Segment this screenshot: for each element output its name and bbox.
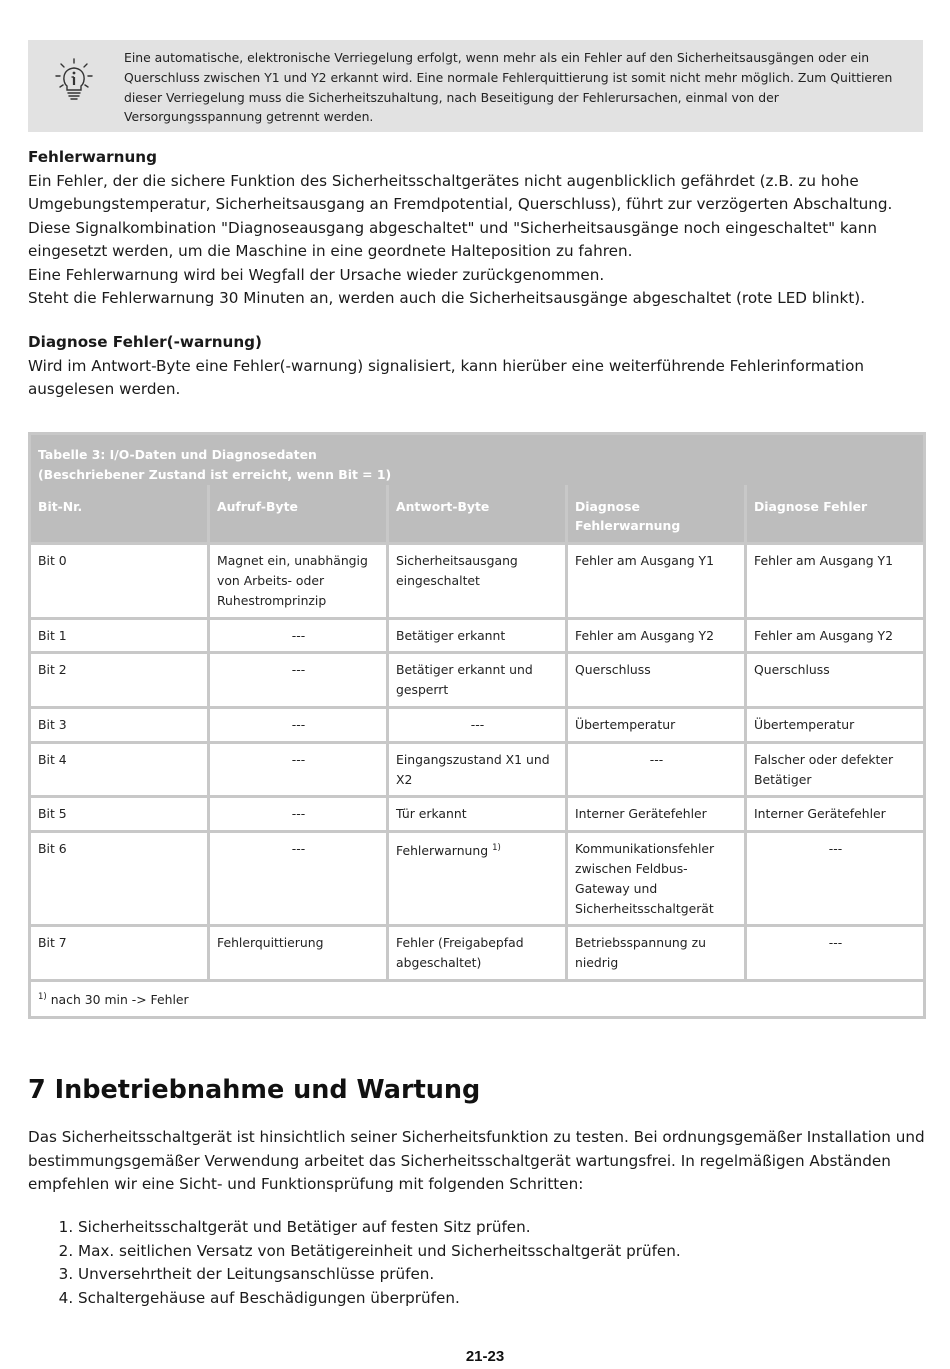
- table-row: [30, 707, 925, 742]
- table-cell: Magnet ein, unabhängig von Arbeits- oder Ruhestromprinzip: [209, 544, 388, 618]
- table-cell: Bit 5: [30, 797, 209, 832]
- table-cell: Eingangszustand X1 und X2: [388, 742, 567, 797]
- table-cell: Betätiger erkannt und gesperrt: [388, 653, 567, 708]
- table-footnote-row: [30, 980, 925, 1017]
- table-cell: Querschluss: [567, 653, 746, 708]
- maintenance-steps-list: [28, 1216, 938, 1310]
- table-cell: Fehler (Freigabepfad abgeschaltet): [388, 926, 567, 981]
- table-row: [30, 742, 925, 797]
- hint-text: Eine automatische, elektronische Verriegelung erfolgt, wenn mehr als ein Fehler auf den Sicherheitsausgängen oder ein Querschluss zwischen Y1 und Y2 erkannt wird. Eine normale Fehlerquittierung ist somit nicht mehr möglich. Zum Quittieren dieser Verriegelung muss die Sicherheitszuhaltung, nach Beseitigung der Fehlerursachen, einmal von der Versorgungsspannung getrennt werden.: [124, 50, 893, 125]
- table-caption-row: [30, 434, 925, 485]
- hint-box: [28, 40, 923, 132]
- section-heading: Fehlerwarnung: [28, 148, 157, 166]
- table-cell: Bit 3: [30, 707, 209, 742]
- table-cell: Falscher oder defekter Betätiger: [746, 742, 925, 797]
- paragraph: Steht die Fehlerwarnung 30 Minuten an, werden auch die Sicherheitsausgänge abgeschaltet (rote LED blinkt).: [28, 289, 866, 307]
- cell-text: Fehlerwarnung: [396, 843, 489, 859]
- table-caption: Tabelle 3: I/O-Daten und Diagnosedaten (Beschriebener Zustand ist erreicht, wenn Bit = 1): [30, 434, 925, 485]
- table-cell: Bit 2: [30, 653, 209, 708]
- table-cell: Bit 7: [30, 926, 209, 981]
- table-cell: ---: [209, 742, 388, 797]
- table-header-row: [30, 485, 925, 544]
- table-cell: Bit 0: [30, 544, 209, 618]
- table-row: [30, 832, 925, 926]
- paragraph: Eine Fehlerwarnung wird bei Wegfall der Ursache wieder zurückgenommen.: [28, 265, 605, 284]
- table-footnote: [30, 980, 925, 1017]
- table-cell: Tür erkannt: [388, 797, 567, 832]
- table-row: [30, 797, 925, 832]
- table-cell: ---: [746, 832, 925, 926]
- chapter-intro: [28, 1126, 928, 1197]
- table-row: [30, 544, 925, 618]
- table-cell: Interner Gerätefehler: [746, 797, 925, 832]
- table-cell: Übertemperatur: [567, 707, 746, 742]
- table-row: [30, 618, 925, 653]
- paragraph: Ein Fehler, der die sichere Funktion des Sicherheitsschaltgerätes nicht augenblicklich gefährdet (z.B. zu hohe Umgebungstemperatur, Sicherheitsausgang an Fremdpotential, Querschluss), führt zur verzögerten Abschaltung. Diese Signalkombination "Diagnoseausgang abgeschaltet" und "Sicherheitsausgänge noch eingeschaltet" kann eingesetzt werden, um die Maschine in eine geordnete Halteposition zu fahren.: [28, 171, 893, 260]
- table-cell: Bit 6: [30, 832, 209, 926]
- page-number: 21-23: [465, 1348, 505, 1365]
- table-cell: ---: [209, 707, 388, 742]
- table-cell: Kommunikationsfehler zwischen Feldbus-Gateway und Sicherheitsschaltgerät: [567, 832, 746, 926]
- section-heading: Diagnose Fehler(-warnung): [28, 333, 262, 351]
- table-cell: ---: [209, 653, 388, 708]
- table-cell: Fehlerquittierung: [209, 926, 388, 981]
- table-cell: Fehler am Ausgang Y1: [567, 544, 746, 618]
- column-header: Aufruf-Byte: [209, 485, 388, 544]
- table-cell: ---: [746, 926, 925, 981]
- table-cell: Bit 4: [30, 742, 209, 797]
- footnote-marker: 1): [38, 991, 47, 1002]
- section-diagnose: [28, 331, 928, 402]
- paragraph: Wird im Antwort-Byte eine Fehler(-warnung) signalisiert, kann hierüber eine weiterführende Fehlerinformation ausgelesen werden.: [28, 356, 864, 398]
- column-header: Antwort-Byte: [388, 485, 567, 544]
- table-row: [30, 926, 925, 981]
- paragraph: Das Sicherheitsschaltgerät ist hinsichtlich seiner Sicherheitsfunktion zu testen. Bei ordnungsgemäßer Installation und bestimmungsgemäßer Verwendung arbeitet das Sicherheitsschaltgerät wartungsfrei. In regelmäßigen Abständen empfehlen wir eine Sicht- und Funktionsprüfung mit folgenden Schritten:: [28, 1128, 925, 1193]
- list-item: 4. Schaltergehäuse auf Beschädigungen überprüfen.: [78, 1287, 938, 1311]
- table-cell: Bit 1: [30, 618, 209, 653]
- table-cell: Fehler am Ausgang Y2: [746, 618, 925, 653]
- footnote-text: nach 30 min -> Fehler: [50, 991, 189, 1007]
- list-item: 3. Unversehrtheit der Leitungsanschlüsse prüfen.: [78, 1263, 938, 1287]
- table-cell: Übertemperatur: [746, 707, 925, 742]
- column-header: Diagnose Fehlerwarnung: [567, 485, 746, 544]
- table-cell: Betätiger erkannt: [388, 618, 567, 653]
- table-row: [30, 653, 925, 708]
- table-cell: ---: [209, 618, 388, 653]
- chapter-title: 7 Inbetriebnahme und Wartung: [28, 1075, 481, 1105]
- column-header: Bit-Nr.: [30, 485, 209, 544]
- table-cell: ---: [209, 832, 388, 926]
- table-cell: Querschluss: [746, 653, 925, 708]
- list-item: 1. Sicherheitsschaltgerät und Betätiger auf festen Sitz prüfen.: [78, 1216, 938, 1240]
- lightbulb-info-icon: [54, 58, 94, 100]
- section-fehlerwarnung: [28, 146, 928, 311]
- table-cell: Betriebsspannung zu niedrig: [567, 926, 746, 981]
- table-cell: ---: [209, 797, 388, 832]
- table-cell: Fehler am Ausgang Y2: [567, 618, 746, 653]
- footnote-marker: 1): [492, 843, 501, 854]
- table-cell: Interner Gerätefehler: [567, 797, 746, 832]
- table-cell: [388, 832, 567, 926]
- table-cell: Fehler am Ausgang Y1: [746, 544, 925, 618]
- column-header: Diagnose Fehler: [746, 485, 925, 544]
- table-cell: ---: [388, 707, 567, 742]
- table-cell: ---: [567, 742, 746, 797]
- list-item: 2. Max. seitlichen Versatz von Betätigereinheit und Sicherheitsschaltgerät prüfen.: [78, 1240, 938, 1264]
- table-cell: Sicherheitsausgang eingeschaltet: [388, 544, 567, 618]
- io-data-table: [28, 432, 926, 1019]
